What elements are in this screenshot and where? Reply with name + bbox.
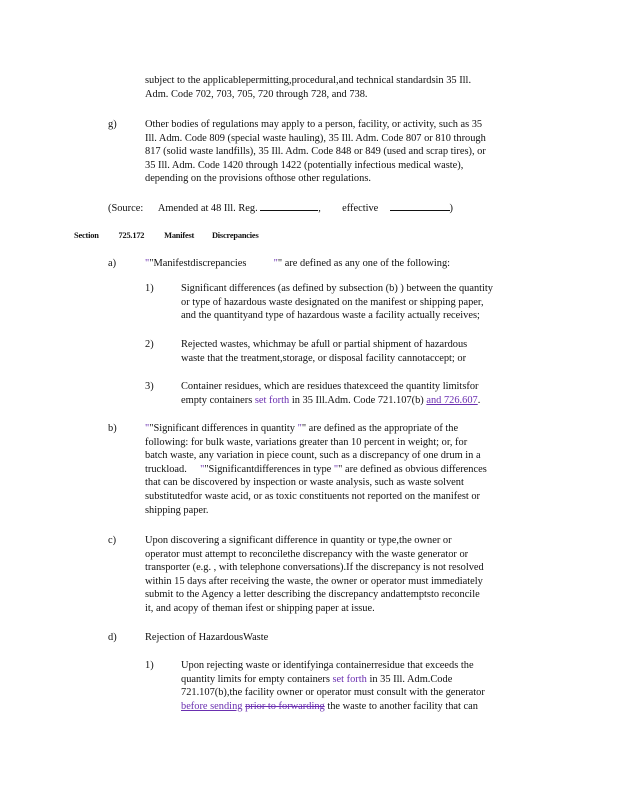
section-number: 725.172 xyxy=(118,231,145,240)
inserted-text: before sending xyxy=(181,700,243,712)
text-line: batch waste, any variation in piece count, such as a discrepancy of one drum in a xyxy=(145,450,481,462)
subsection-g-text xyxy=(145,118,545,186)
item-d1-text xyxy=(181,659,531,713)
text-line: it, and acopy of theman ifest or shipping paper at issue. xyxy=(145,602,375,614)
text-line: 721.107(b),the facility owner or operator must consult with the generator xyxy=(181,687,485,699)
source-comma: , xyxy=(318,203,321,214)
effective-blank xyxy=(390,200,450,211)
inserted-text: set forth xyxy=(332,673,367,685)
text-line: that can be discovered by inspection or waste analysis, such as waste solvent xyxy=(145,477,464,489)
continued-paragraph xyxy=(145,74,545,101)
item-label-a1: 1) xyxy=(145,283,154,294)
text-fragment: empty containers xyxy=(181,394,253,406)
text-line: and the quantityand type of hazardous waste a facility actually receives; xyxy=(181,310,480,322)
text-fragment: in 35 Ill. Adm.Code xyxy=(369,673,453,685)
text-line: subject to the applicablepermitting,procedural,and technical standardsin 35 Ill. xyxy=(145,75,472,86)
deleted-text: prior to forwarding xyxy=(245,700,325,712)
register-blank xyxy=(260,200,318,211)
text-line: substitutedfor waste acid, or as toxic constituents not reported on the manifest or xyxy=(145,490,481,502)
text-line xyxy=(145,422,535,436)
inserted-quote: " xyxy=(145,258,150,269)
inserted-quote: " xyxy=(145,423,150,434)
subsection-label-a: a) xyxy=(108,258,117,269)
text-line: operator must attempt to reconcilethe discrepancy with the waste generator or xyxy=(145,548,469,560)
section-word: Section xyxy=(74,231,99,240)
text-line: waste that the treatment,storage, or disposal facility cannotaccept; or xyxy=(181,352,467,364)
subsection-c-text xyxy=(145,534,535,616)
inserted-quote: " xyxy=(333,463,339,475)
text-line: shipping paper. xyxy=(145,504,209,516)
subsection-d-title: Rejection of HazardousWaste xyxy=(145,632,269,643)
section-title-2: Discrepancies xyxy=(211,231,259,240)
subsection-label-g: g) xyxy=(108,119,117,130)
text-line xyxy=(181,394,531,408)
text-line: or type of hazardous waste designated on the manifest or shipping paper, xyxy=(181,296,484,308)
text-fragment: " are defined as any one of the following: xyxy=(277,258,451,269)
subsection-label-d: d) xyxy=(108,632,117,643)
inserted-text: set forth xyxy=(254,394,290,406)
text-fragment: "Significantdifferences in type xyxy=(204,463,332,475)
source-open: (Source: xyxy=(108,203,144,214)
text-line: transporter (e.g. , with telephone conversations).If the discrepancy is not resolved xyxy=(145,562,484,574)
text-fragment: in 35 Ill.Adm. Code 721.107(b) xyxy=(291,394,424,406)
text-line xyxy=(181,700,531,714)
text-line: Rejected wastes, whichmay be afull or partial shipment of hazardous xyxy=(181,339,468,350)
source-amended: Amended at 48 Ill. Reg. xyxy=(157,203,258,214)
item-label-a3: 3) xyxy=(145,381,154,392)
text-line: within 15 days after receiving the waste, the owner or operator must immediately xyxy=(145,575,483,587)
subsection-b-text xyxy=(145,422,535,517)
inserted-quote: " xyxy=(297,423,302,434)
text-line: Ill. Adm. Code 809 (special waste hauling), 35 Ill. Adm. Code 807 or 810 through xyxy=(145,132,486,144)
text-line: following: for bulk waste, variations greater than 10 percent in weight; or, for xyxy=(145,436,468,448)
text-line: Upon discovering a significant difference in quantity or type,the owner or xyxy=(145,535,452,546)
item-a2-text xyxy=(181,338,531,365)
text-line: Adm. Code 702, 703, 705, 720 through 728, and 738. xyxy=(145,88,368,100)
text-fragment: the waste to another facility that can xyxy=(327,700,478,712)
text-fragment: "Significant differences in quantity xyxy=(149,423,295,434)
section-heading xyxy=(74,229,259,243)
text-line: submit to the Agency a letter describing the discrepancy andattemptsto reconcile xyxy=(145,589,480,601)
item-a3-text xyxy=(181,380,531,407)
inserted-quote: " xyxy=(200,463,205,475)
text-fragment: . xyxy=(477,394,481,406)
text-line xyxy=(181,673,531,687)
text-line: 817 (solid waste landfills), 35 Ill. Adm. Code 848 or 849 (used and scrap tires), or xyxy=(145,146,486,158)
text-fragment: quantity limits for empty containers xyxy=(181,673,330,685)
section-title-1: Manifest xyxy=(164,231,195,240)
text-line: Upon rejecting waste or identifyinga containerresidue that exceeds the xyxy=(181,660,474,671)
text-line xyxy=(145,463,535,477)
source-note xyxy=(108,200,453,216)
item-label-d1: 1) xyxy=(145,660,154,671)
text-line: 35 Ill. Adm. Code 1420 through 1422 (potentially infectious medical waste), xyxy=(145,159,464,171)
item-a1-text xyxy=(181,282,531,323)
inserted-text: and 726.607 xyxy=(426,394,478,406)
text-line: depending on the provisions ofthose other regulations. xyxy=(145,173,371,185)
subsection-label-b: b) xyxy=(108,423,117,434)
source-close: ) xyxy=(449,203,453,214)
text-line: Other bodies of regulations may apply to a person, facility, or activity, such as 35 xyxy=(145,119,483,130)
inserted-quote: " xyxy=(273,258,278,269)
item-label-a2: 2) xyxy=(145,339,154,350)
source-effective: effective xyxy=(342,203,379,214)
text-line: Significant differences (as defined by subsection (b) ) between the quantity xyxy=(181,283,494,294)
defined-term: "Manifestdiscrepancies xyxy=(149,258,247,269)
text-fragment: " are defined as obvious differences xyxy=(338,463,487,475)
subsection-label-c: c) xyxy=(108,535,117,546)
subsection-a-text xyxy=(145,257,450,271)
text-line: Container residues, which are residues thatexceed the quantity limitsfor xyxy=(181,381,479,392)
text-fragment: " are defined as the appropriate of the xyxy=(301,423,459,434)
text-fragment: truckload. xyxy=(145,463,187,475)
